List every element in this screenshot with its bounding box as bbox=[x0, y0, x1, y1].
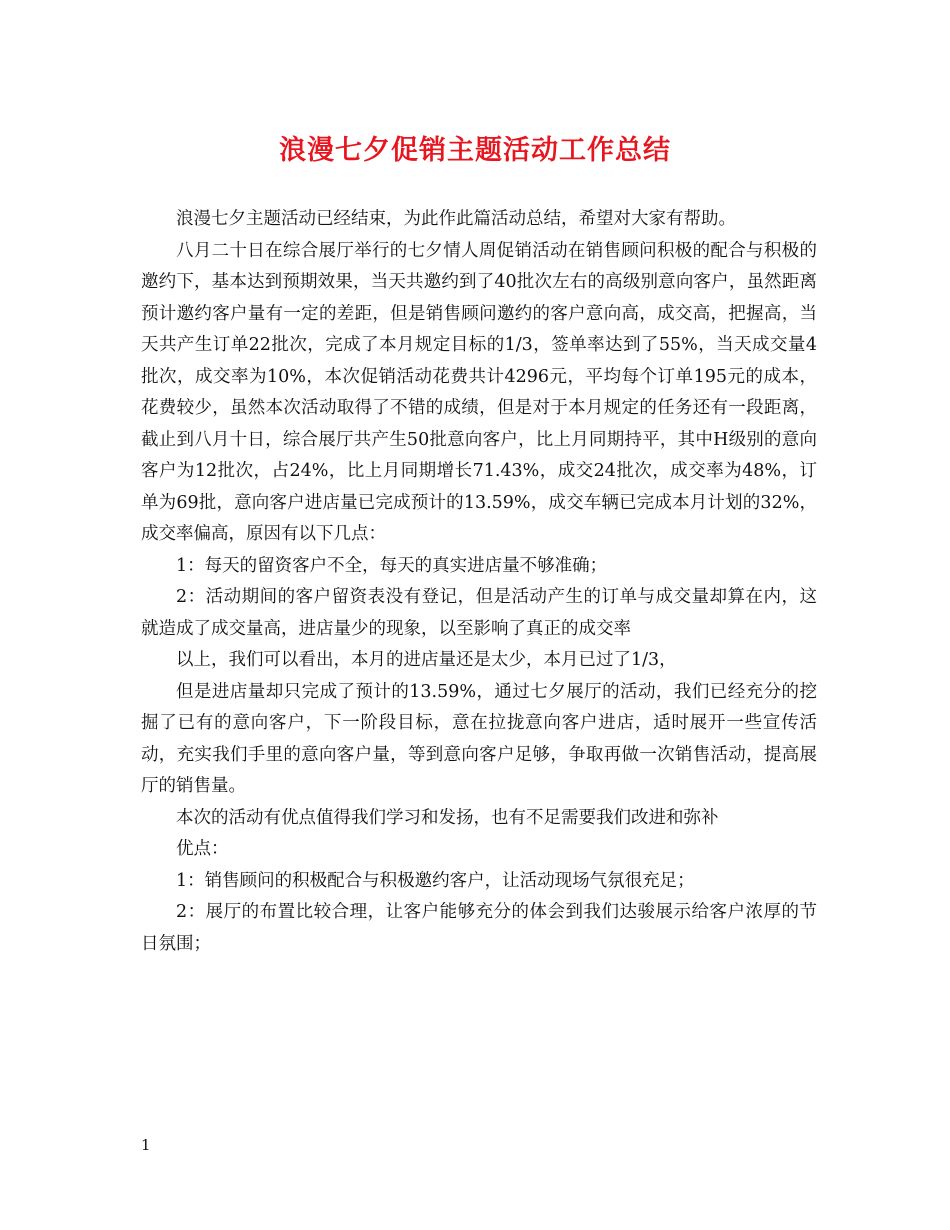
paragraph-reason-1: 1：每天的留资客户不全，每天的真实进店量不够准确； bbox=[176, 555, 608, 576]
document-title: 浪漫七夕促销主题活动工作总结 bbox=[279, 135, 671, 166]
paragraph-pros-cons: 本次的活动有优点值得我们学习和发扬，也有不足需要我们改进和弥补 bbox=[176, 807, 719, 828]
paragraph-reason-2: 2：活动期间的客户留资表没有登记，但是活动产生的订单与成交量却算在内，这就造成了成交量高，进店量少的现象，以至影响了真正的成交率 bbox=[141, 587, 817, 639]
paragraph-next-steps: 但是进店量却只完成了预计的13.59%，通过七夕展厅的活动，我们已经充分的挖掘了已有的意向客户，下一阶段目标，意在拉拢意向客户进店，适时展开一些宣传活动，充实我们手里的意向客户量，等到意向客户足够，争取再做一次销售活动，提高展厅的销售量。 bbox=[141, 681, 817, 796]
paragraph-intro: 浪漫七夕主题活动已经结束，为此作此篇活动总结，希望对大家有帮助。 bbox=[176, 209, 736, 229]
document-body bbox=[141, 204, 817, 960]
paragraph-observation: 以上，我们可以看出，本月的进店量还是太少，本月已过了1/3， bbox=[176, 650, 677, 670]
paragraph-advantage-2: 2：展厅的布置比较合理，让客户能够充分的体会到我们达骏展示给客户浓厚的节日氛围； bbox=[141, 902, 817, 954]
paragraph-advantage-1: 1：销售顾问的积极配合与积极邀约客户，让活动现场气氛很充足； bbox=[176, 870, 695, 891]
page-number: 1 bbox=[141, 1136, 151, 1154]
paragraph-advantages-heading: 优点： bbox=[176, 839, 229, 859]
paragraph-activity-results: 八月二十日在综合展厅举行的七夕情人周促销活动在销售顾问积极的配合与积极的邀约下，基本达到预期效果，当天共邀约到了40批次左右的高级别意向客户，虽然距离预计邀约客户量有一定的差距，但是销售顾问邀约的客户意向高，成交高，把握高，当天共产生订单22批次，完成了本月规定目标的1/3，签单率达到了55%，当天成交量4批次，成交率为10%，本次促销活动花费共计4296元，平均每个订单195元的成本，花费较少，虽然本次活动取得了不错的成绩，但是对于本月规定的任务还有一段距离，截止到八月十日，综合展厅共产生50批意向客户，比上月同期持平，其中H级别的意向客户为12批次，占24%，比上月同期增长71.43%，成交24批次，成交率为48%，订单为69批，意向客户进店量已完成预计的13.59%，成交车辆已完成本月计划的32%，成交率偏高，原因有以下几点： bbox=[141, 240, 817, 544]
